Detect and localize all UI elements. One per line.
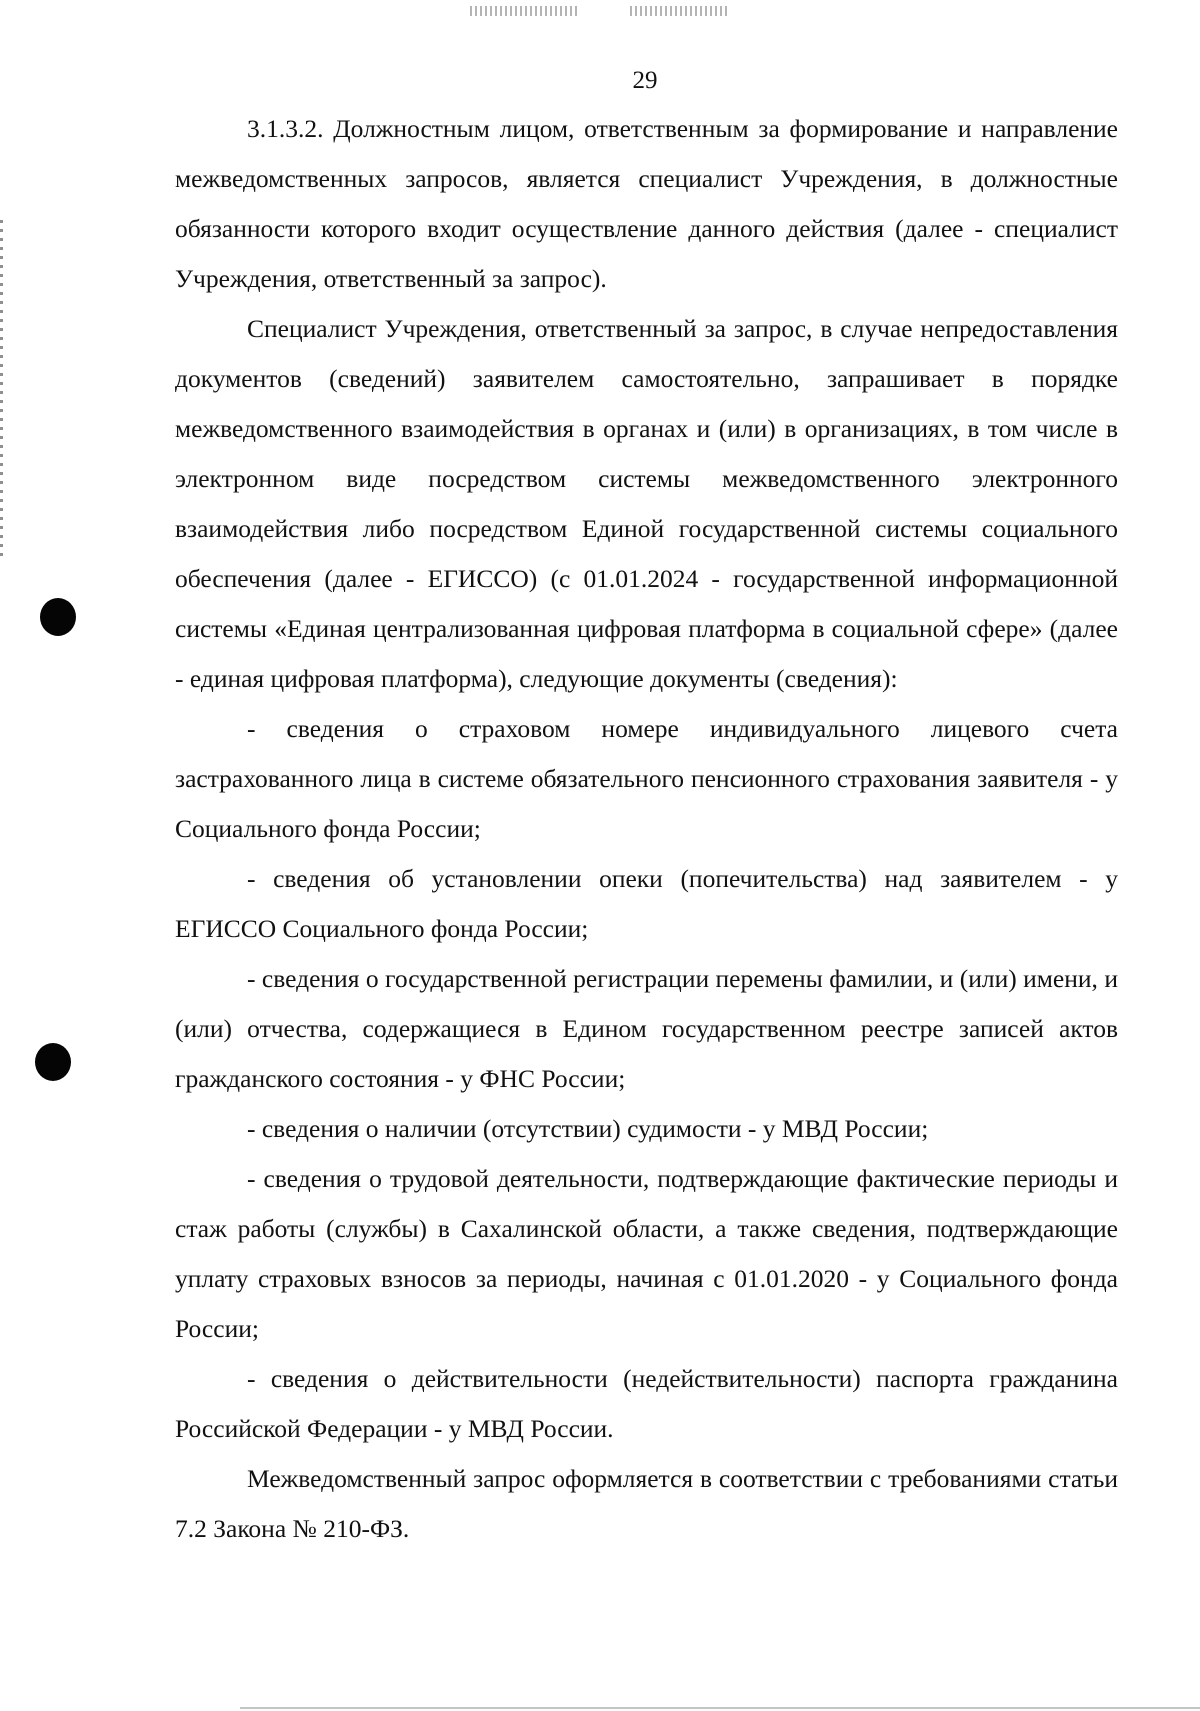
list-item-name-change: - сведения о государственной регистрации перемены фамилии, и (или) имени, и (или) отчества, содержащиеся в Едином государственном реестре записей актов гражданского состояния - у ФНС России; [175,964,1118,1093]
punch-hole [40,598,76,636]
paragraph-specialist-requests: Специалист Учреждения, ответственный за запрос, в случае непредоставления документов (сведений) заявителем самостоятельно, запрашивает в порядке межведомственного взаимодействия в органах и (или) в организациях, в том числе в электронном виде посредством системы межведомственного электронного взаимодействия либо посредством Единой государственной системы социального обеспечения (далее - ЕГИССО) (с 01.01.2024 - государственной информационной системы «Единая централизованная цифровая платформа в социальной сфере» (далее - единая цифровая платформа), следующие документы (сведения): [175,314,1118,693]
list-item-work-history: - сведения о трудовой деятельности, подтверждающие фактические периоды и стаж работы (службы) в Сахалинской области, а также сведения, подтверждающие уплату страховых взносов за периоды, начиная с 01.01.2020 - у Социального фонда России; [175,1164,1118,1343]
list-item-passport-validity: - сведения о действительности (недействительности) паспорта гражданина Российской Федерации - у МВД России. [175,1364,1118,1443]
paragraph-responsible-official: 3.1.3.2. Должностным лицом, ответственным за формирование и направление межведомственных запросов, является специалист Учреждения, в должностные обязанности которого входит осуществление данного действия (далее - специалист Учреждения, ответственный за запрос). [175,114,1118,293]
scan-noise-top-right [630,6,730,16]
document-body [175,104,1118,1554]
scan-bottom-edge [0,1707,1200,1709]
scan-noise-top-left [470,6,580,16]
paragraph-request-format: Межведомственный запрос оформляется в соответствии с требованиями статьи 7.2 Закона № 210-ФЗ. [175,1464,1118,1543]
list-item-criminal-record: - сведения о наличии (отсутствии) судимости - у МВД России; [247,1114,929,1143]
punch-hole [35,1043,71,1081]
list-item-snils: - сведения о страховом номере индивидуального лицевого счета застрахованного лица в системе обязательного пенсионного страхования заявителя - у Социального фонда России; [175,714,1118,843]
scan-edge-marks [0,220,3,560]
list-item-guardianship: - сведения об установлении опеки (попечительства) над заявителем - у ЕГИССО Социального фонда России; [175,864,1118,943]
page-number: 29 [632,67,658,94]
